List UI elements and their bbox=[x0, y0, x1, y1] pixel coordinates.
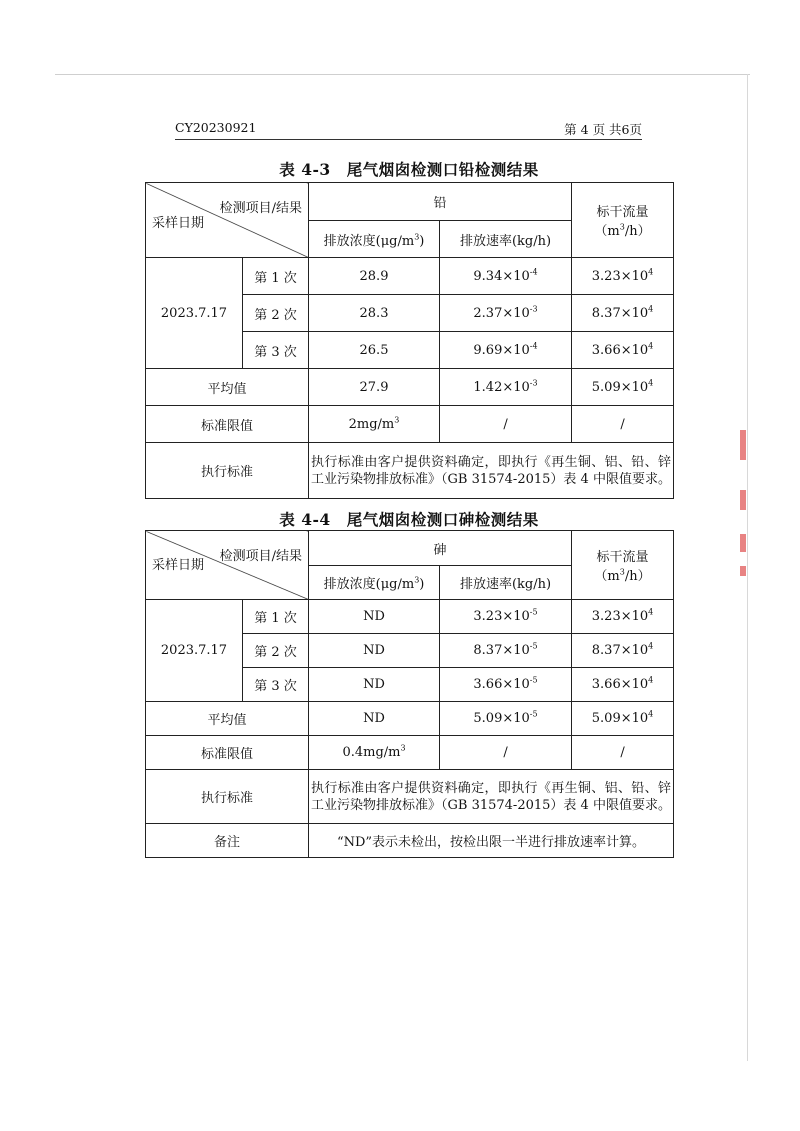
sample-date: 2023.7.17 bbox=[146, 258, 243, 369]
pollutant-header: 铅 bbox=[309, 183, 572, 221]
table-caption-lead: 表 4-3 尾气烟囱检测口铅检测结果 bbox=[279, 160, 539, 179]
rate-exp: -3 bbox=[529, 304, 538, 314]
standard-row bbox=[146, 443, 674, 499]
flow-label: 标干流量 bbox=[596, 205, 649, 220]
run-label: 第 2 次 bbox=[243, 634, 309, 668]
limit-rate: / bbox=[440, 736, 572, 770]
rate-base: 5.09×10 bbox=[473, 711, 530, 726]
rate-base: 3.66×10 bbox=[473, 677, 530, 692]
run-label: 第 1 次 bbox=[243, 258, 309, 295]
conc-label: 排放浓度(μg/m bbox=[323, 233, 415, 249]
flow-unit-post: /h） bbox=[624, 569, 651, 584]
rate-value bbox=[440, 369, 572, 406]
flow-exp: 4 bbox=[648, 675, 654, 685]
conc-value: ND bbox=[309, 668, 440, 702]
table-caption-arsenic: 表 4-4 尾气烟囱检测口砷检测结果 bbox=[279, 510, 539, 529]
limit-conc-base: 0.4mg/m bbox=[342, 745, 401, 760]
average-label: 平均值 bbox=[146, 702, 309, 736]
rate-exp: -5 bbox=[529, 709, 538, 719]
rate-base: 1.42×10 bbox=[473, 379, 530, 395]
sample-date-label: 采样日期 bbox=[152, 216, 205, 231]
rate-exp: -3 bbox=[529, 378, 538, 388]
diagonal-header-cell bbox=[146, 531, 309, 600]
rate-header: 排放速率(kg/h) bbox=[440, 566, 572, 600]
remarks-text: “ND”表示未检出，按检出限一半进行排放速率计算。 bbox=[309, 824, 674, 858]
item-result-label: 检测项目/结果 bbox=[219, 201, 302, 216]
flow-header bbox=[572, 183, 674, 258]
flow-value bbox=[572, 634, 674, 668]
rate-exp: -5 bbox=[529, 607, 538, 617]
rate-exp: -5 bbox=[529, 641, 538, 651]
rate-value bbox=[440, 258, 572, 295]
rate-exp: -4 bbox=[529, 267, 538, 277]
flow-value bbox=[572, 332, 674, 369]
flow-value bbox=[572, 668, 674, 702]
red-seal-fragment bbox=[738, 430, 752, 580]
item-result-label: 检测项目/结果 bbox=[219, 549, 302, 564]
rate-value bbox=[440, 295, 572, 332]
flow-exp: 4 bbox=[648, 709, 654, 719]
pollutant-header: 砷 bbox=[309, 531, 572, 566]
standard-row bbox=[146, 770, 674, 824]
conc-label: 排放浓度(μg/m bbox=[323, 577, 415, 592]
average-row bbox=[146, 369, 674, 406]
average-row bbox=[146, 702, 674, 736]
flow-base: 8.37×10 bbox=[591, 305, 649, 321]
sample-date-label: 采样日期 bbox=[152, 558, 205, 573]
flow-header bbox=[572, 531, 674, 600]
flow-value bbox=[572, 600, 674, 634]
flow-unit-pre: （m bbox=[594, 224, 620, 239]
flow-base: 5.09×10 bbox=[591, 379, 649, 395]
standard-text: 执行标准由客户提供资料确定，即执行《再生铜、铝、铅、锌工业污染物排放标准》（GB 31574-2015）表 4 中限值要求。 bbox=[309, 443, 674, 499]
conc-exp: 3 bbox=[414, 575, 420, 585]
run-label: 第 2 次 bbox=[243, 295, 309, 332]
diagonal-header-cell bbox=[146, 183, 309, 258]
page-info: 第 4 页 共6页 bbox=[564, 122, 642, 137]
flow-unit-pre: （m bbox=[594, 569, 620, 584]
flow-base: 3.66×10 bbox=[591, 342, 649, 358]
flow-base: 3.23×10 bbox=[591, 268, 649, 284]
remarks-label: 备注 bbox=[146, 824, 309, 858]
conc-header bbox=[309, 221, 440, 258]
flow-base: 5.09×10 bbox=[591, 711, 649, 726]
conc-value: 28.9 bbox=[309, 258, 440, 295]
rate-exp: -5 bbox=[529, 675, 538, 685]
conc-value: 26.5 bbox=[309, 332, 440, 369]
remarks-row bbox=[146, 824, 674, 858]
run-label: 第 3 次 bbox=[243, 332, 309, 369]
standard-label: 执行标准 bbox=[146, 770, 309, 824]
conc-value: 27.9 bbox=[309, 369, 440, 406]
run-label: 第 3 次 bbox=[243, 668, 309, 702]
report-number: CY20230921 bbox=[175, 120, 257, 135]
limit-flow: / bbox=[572, 736, 674, 770]
flow-exp: 4 bbox=[648, 341, 654, 351]
flow-base: 3.23×10 bbox=[591, 609, 649, 624]
flow-value bbox=[572, 295, 674, 332]
arsenic-result-table bbox=[145, 530, 674, 858]
table-row bbox=[146, 258, 674, 295]
rate-base: 9.34×10 bbox=[473, 268, 530, 284]
rate-value bbox=[440, 702, 572, 736]
rate-value bbox=[440, 332, 572, 369]
limit-conc bbox=[309, 406, 440, 443]
standard-text: 执行标准由客户提供资料确定，即执行《再生铜、铝、铅、锌工业污染物排放标准》（GB 31574-2015）表 4 中限值要求。 bbox=[309, 770, 674, 824]
limit-flow: / bbox=[572, 406, 674, 443]
flow-unit-exp: 3 bbox=[619, 222, 625, 232]
limit-row bbox=[146, 736, 674, 770]
sample-date: 2023.7.17 bbox=[146, 600, 243, 702]
rate-base: 8.37×10 bbox=[473, 643, 530, 658]
conc-post: ) bbox=[419, 233, 425, 249]
rate-base: 2.37×10 bbox=[473, 305, 530, 321]
conc-post: ) bbox=[419, 577, 425, 592]
flow-exp: 4 bbox=[648, 267, 654, 277]
flow-exp: 4 bbox=[648, 378, 654, 388]
lead-result-table bbox=[145, 182, 674, 499]
limit-conc bbox=[309, 736, 440, 770]
flow-exp: 4 bbox=[648, 641, 654, 651]
average-label: 平均值 bbox=[146, 369, 309, 406]
table-row bbox=[146, 600, 674, 634]
conc-value: ND bbox=[309, 634, 440, 668]
limit-conc-exp: 3 bbox=[394, 415, 400, 425]
rate-exp: -4 bbox=[529, 341, 538, 351]
scan-edge-top bbox=[55, 74, 750, 75]
flow-base: 8.37×10 bbox=[591, 643, 649, 658]
limit-conc-base: 2mg/m bbox=[348, 416, 395, 432]
limit-row bbox=[146, 406, 674, 443]
flow-value bbox=[572, 258, 674, 295]
limit-label: 标准限值 bbox=[146, 406, 309, 443]
conc-exp: 3 bbox=[414, 232, 420, 242]
flow-label: 标干流量 bbox=[596, 550, 649, 565]
conc-value: 28.3 bbox=[309, 295, 440, 332]
flow-value bbox=[572, 702, 674, 736]
rate-value bbox=[440, 668, 572, 702]
conc-value: ND bbox=[309, 702, 440, 736]
rate-value bbox=[440, 634, 572, 668]
page-header bbox=[175, 117, 642, 140]
flow-exp: 4 bbox=[648, 607, 654, 617]
limit-rate: / bbox=[440, 406, 572, 443]
limit-conc-exp: 3 bbox=[400, 743, 406, 753]
conc-header bbox=[309, 566, 440, 600]
rate-value bbox=[440, 600, 572, 634]
rate-base: 9.69×10 bbox=[473, 342, 530, 358]
standard-label: 执行标准 bbox=[146, 443, 309, 499]
limit-label: 标准限值 bbox=[146, 736, 309, 770]
flow-exp: 4 bbox=[648, 304, 654, 314]
rate-header: 排放速率(kg/h) bbox=[440, 221, 572, 258]
flow-unit-exp: 3 bbox=[619, 567, 625, 577]
rate-base: 3.23×10 bbox=[473, 609, 530, 624]
conc-value: ND bbox=[309, 600, 440, 634]
flow-value bbox=[572, 369, 674, 406]
flow-base: 3.66×10 bbox=[591, 677, 649, 692]
flow-unit-post: /h） bbox=[624, 224, 651, 239]
run-label: 第 1 次 bbox=[243, 600, 309, 634]
